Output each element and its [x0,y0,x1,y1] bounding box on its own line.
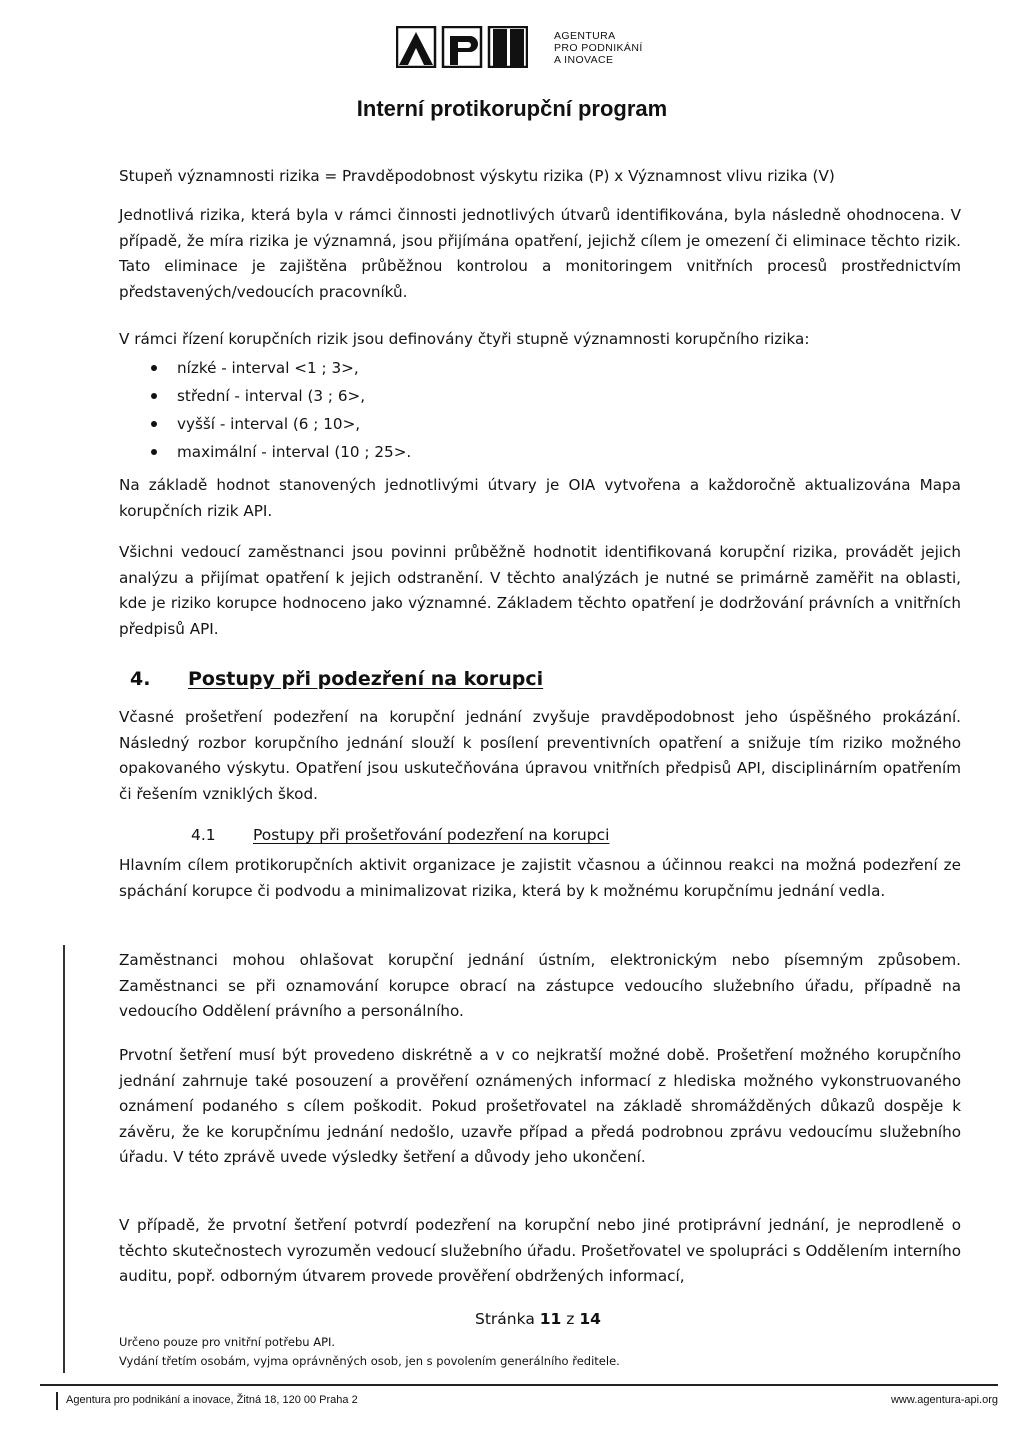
internal-use-note: Určeno pouze pro vnitřní potřebu API. [119,1335,336,1349]
page-number [475,1310,601,1328]
section-4-number: 4. [130,668,151,690]
paragraph-levels-intro: V rámci řízení korupčních rizik jsou definovány čtyři stupně významnosti korupčního rizika: [119,330,810,348]
section-4-1-heading [191,826,609,844]
paragraph-section-4: Včasné prošetření podezření na korupční jednání zvyšuje pravděpodobnost jeho úspěšného prokázání. Následný rozbor korupčního jednání slouží k posílení preventivních opatření a snižuje tím riziko možného opakovaného výskytu. Opatření jsou uskutečňována úpravou vnitřních předpisů API, disciplinárním opatřením či řešením vzniklých škod. [119,708,961,803]
section-4-title: Postupy při podezření na korupci [188,668,544,690]
footer-divider [40,1384,998,1386]
paragraph-risk-map: Na základě hodnot stanovených jednotlivými útvary je OIA vytvořena a každoročně aktualizována Mapa korupčních rizik API. [119,476,961,520]
page-label: Stránka [475,1310,535,1328]
margin-rule [63,945,65,1373]
header-logo [396,26,643,70]
section-4-1-number: 4.1 [191,826,216,844]
paragraph-4-1-reporting: Zaměstnanci mohou ohlašovat korupční jednání ústním, elektronickým nebo písemným způsobem. Zaměstnanci se při oznamování korupce obrací na zástupce vedoucího služebního úřadu, případně na vedoucího Oddělení právního a personálního. [119,951,961,1020]
page-current: 11 [539,1310,562,1328]
section-4-heading [130,668,543,690]
footer-address: Agentura pro podnikání a inovace, Žitná 18, 120 00 Praha 2 [66,1394,358,1406]
agency-name [554,30,643,66]
agency-line-3: A INOVACE [554,54,614,66]
document-title: Interní protikorupční program [356,96,668,121]
paragraph-4-1-investigation: Prvotní šetření musí být provedeno diskrétně a v co nejkratší možné době. Prošetření možného korupčního jednání zahrnuje také posouzení a prověření oznámených informací z hlediska možného vykonstruovaného oznámení podaného s cílem poškodit. Pokud prošetřovatel na základě shromážděných důkazů dospěje k závěru, že ke korupčnímu jednání nedošlo, uzavře případ a předá podrobnou zprávu vedoucímu služebního úřadu. V této zprávě uvede výsledky šetření a důvody jeho ukončení. [119,1046,961,1166]
paragraph-formula: Stupeň významnosti rizika = Pravděpodobnost výskytu rizika (P) x Významnost vlivu rizika (V) [119,167,835,185]
page-total: 14 [579,1310,601,1328]
list-item: nízké - interval <1 ; 3>, [150,354,411,382]
agency-line-1: AGENTURA [554,30,616,42]
list-item: maximální - interval (10 ; 25>. [150,438,411,466]
footer-bar [56,1392,58,1410]
paragraph-managers: Všichni vedoucí zaměstnanci jsou povinni průběžně hodnotit identifikovaná korupční rizika, provádět jejich analýzu a přijímat opatření k jejich odstranění. V těchto analýzách je nutné se primárně zaměřit na oblasti, kde je riziko korupce hodnoceno jako významné. Základem těchto opatření je dodržování právních a vnitřních předpisů API. [119,543,961,638]
paragraph-4-1-goal: Hlavním cílem protikorupčních aktivit organizace je zajistit včasnou a účinnou reakci na možná podezření ze spáchání korupce či podvodu a minimalizovat rizika, která by k možnému korupčnímu jednání vedla. [119,856,961,900]
paragraph-4-1-confirmation: V případě, že prvotní šetření potvrdí podezření na korupční nebo jiné protiprávní jednání, je neprodleně o těchto skutečnostech vyrozuměn vedoucí služebního úřadu. Prošetřovatel ve spolupráci s Oddělením interního auditu, popř. odborným útvarem provede prověření obdržených informací, [119,1216,961,1285]
list-item: vyšší - interval (6 ; 10>, [150,410,411,438]
list-item: střední - interval (3 ; 6>, [150,382,411,410]
page-separator: z [566,1310,575,1328]
paragraph-risks: Jednotlivá rizika, která byla v rámci činnosti jednotlivých útvarů identifikována, byla následně ohodnocena. V případě, že míra rizika je významná, jsou přijímána opatření, jejichž cílem je omezení či eliminace těchto rizik. Tato eliminace je zajištěna průběžnou kontrolou a monitoringem vnitřních procesů prostřednictvím představených/vedoucích pracovníků. [119,206,961,301]
agency-line-2: PRO PODNIKÁNÍ [554,42,643,54]
distribution-note: Vydání třetím osobám, vyjma oprávněných osob, jen s povolením generálního ředitele. [119,1354,620,1368]
footer-website[interactable]: www.agentura-api.org [890,1394,998,1406]
risk-levels-list [150,354,411,466]
api-logo-icon [396,26,528,68]
section-4-1-title: Postupy při prošetřování podezření na korupci [253,826,610,844]
